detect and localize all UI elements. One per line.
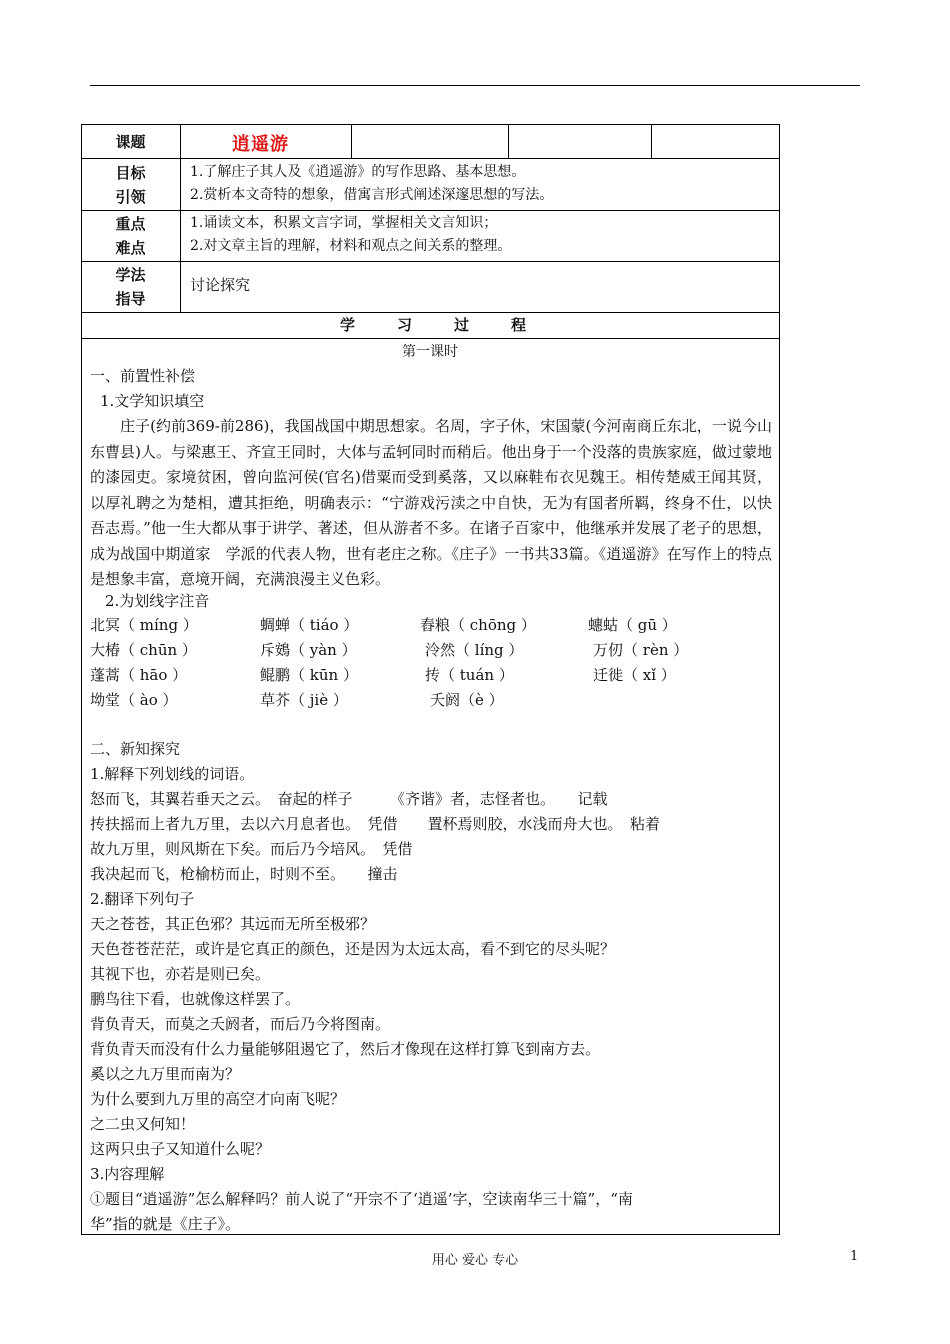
section2-heading: 二、新知探究 [90,740,181,758]
process-heading: 学 习 过 程 [340,316,527,334]
pinyin-item: 夭阏（è ） [430,691,504,709]
key-label-1: 重点 [115,215,146,233]
pinyin-item: 蓬蒿（ hāo ） [90,666,188,684]
goal-2: 2.赏析本文奇特的想象，借寓言形式阐述深邃思想的写法。 [190,187,554,203]
sentence: 天之苍苍，其正色邪？其远而无所至极邪？ [90,915,376,933]
word-line: 怒而飞，其翼若垂天之云。 奋起的样子 《齐谐》者，志怪者也。 记载 [90,790,608,808]
header-rule [90,85,860,86]
topic-title: 逍遥游 [232,134,289,155]
col-divider [508,124,509,158]
pinyin-item: 斥鴳（ yàn ） [260,641,357,659]
word-line: 故九万里，则风斯在下矣。而后乃今培风。 凭借 [90,840,413,858]
method-label-2: 指导 [115,290,146,308]
section2-sub3: 3.内容理解 [90,1165,165,1183]
lesson-label: 第一课时 [402,344,458,360]
sentence: 鹏鸟往下看，也就像这样罢了。 [90,990,301,1008]
key-label-2: 难点 [115,239,146,257]
word-line: 抟扶摇而上者九万里，去以六月息者也。 凭借 置杯焉则胶，水浅而舟大也。 粘着 [90,815,661,833]
sentence: 背负青天，而莫之夭阏者，而后乃今将图南。 [90,1015,391,1033]
pinyin-item: 抟（ tuán ） [425,666,514,684]
pinyin-item: 北冥（ míng ） [90,616,198,634]
goal-1: 1.了解庄子其人及《逍遥游》的写作思路、基本思想。 [190,164,526,180]
row-divider [81,210,780,211]
row-divider [81,312,780,313]
pinyin-item: 泠然（ líng ） [425,641,524,659]
key-2: 2.对文章主旨的理解，材料和观点之间关系的整理。 [190,238,512,254]
sentence: 奚以之九万里而南为？ [90,1065,241,1083]
sentence: 背负青天而没有什么力量能够阻遏它了，然后才像现在这样打算飞到南方去。 [90,1040,601,1058]
row-divider [81,158,780,159]
sentence: 其视下也，亦若是则已矣。 [90,965,271,983]
pinyin-item: 坳堂（ ào ） [90,691,178,709]
question-line: ①题目“逍遥游”怎么解释吗？前人说了“开宗不了‘逍遥’字，空读南华三十篇”，“南 [90,1190,633,1208]
col-divider [651,124,652,158]
pinyin-item: 蜩蝉（ tiáo ） [260,616,359,634]
pinyin-item: 迁徙（ xǐ ） [593,666,676,684]
footer-text: 用心 爱心 专心 [431,1253,519,1268]
goal-label-2: 引领 [115,188,146,206]
pinyin-item: 万仞（ rèn ） [593,641,689,659]
col-divider [180,124,181,312]
sentence: 之二虫又何知！ [90,1115,196,1133]
row-divider [81,338,780,339]
pinyin-item: 舂粮（ chōng ） [420,616,536,634]
pinyin-item: 蟪蛄（ gū ） [588,616,677,634]
goal-label-1: 目标 [115,164,146,182]
sentence: 这两只虫子又知道什么呢？ [90,1140,271,1158]
method-label-1: 学法 [115,266,146,284]
author-paragraph: 庄子(约前369-前286)，我国战国中期思想家。名周，字子休，宋国蒙(今河南商丘东北，一说今山东曹县)人。与梁惠王、齐宣王同时，大体与孟轲同时而稍后。他出身于一个没落的贵族家庭，做过蒙地的漆园吏。家境贫困，曾向监河侯(官名)借粟而受到奚落，又以麻鞋布衣见魏王。相传楚威王闻其贤，以厚礼聘之为楚相，遭其拒绝，明确表示：“宁游戏污渎之中自快，无为有国者所羁，终身不仕，以快吾志焉。”他一生大都从事于讲学、著述，但从游者不多。在诸子百家中，他继承并发展了老子的思想，成为战国中期道家 学派的代表人物，世有老庄之称。《庄子》一书共33篇。《逍遥游》在写作上的特点是想象丰富，意境开阔，充满浪漫主义色彩。 [90,417,772,588]
section1-heading: 一、前置性补偿 [90,367,196,385]
sentence: 天色苍苍茫茫，或许是它真正的颜色，还是因为太远太高，看不到它的尽头呢？ [90,940,616,958]
col-divider [351,124,352,158]
topic-label: 课题 [115,133,146,151]
page-number: 1 [850,1249,859,1264]
section1-sub1: 1.文学知识填空 [100,392,205,410]
section2-sub2: 2.翻译下列句子 [90,890,195,908]
pinyin-item: 鲲鹏（ kūn ） [260,666,358,684]
sentence: 为什么要到九万里的高空才向南飞呢？ [90,1090,346,1108]
row-divider [81,261,780,262]
section1-sub2: 2.为划线字注音 [105,592,210,610]
key-1: 1.诵读文本，积累文言字词，掌握相关文言知识； [190,215,498,231]
question-line: 华”指的就是《庄子》。 [90,1215,241,1233]
pinyin-item: 大椿（ chūn ） [90,641,197,659]
method-value: 讨论探究 [190,276,251,294]
section2-sub1: 1.解释下列划线的词语。 [90,765,255,783]
word-line: 我决起而飞，枪榆枋而止，时则不至。 撞击 [90,865,398,883]
pinyin-item: 草芥（ jiè ） [260,691,348,709]
